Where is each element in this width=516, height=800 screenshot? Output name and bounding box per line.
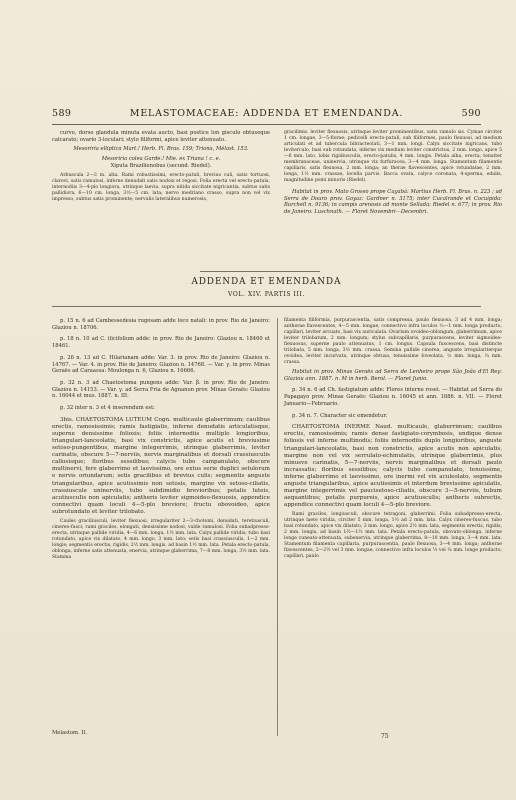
signature-number: 75 [381,733,389,740]
page-number-right: 590 [461,108,481,119]
emendation: p. 18 n. 10 ad C. ilicifolium adde: in prov. Rio de Janeiro: Glaziou n. 18460 et 18461. [52,336,270,350]
running-title: MELASTOMACEAE: ADDENDA ET EMENDANDA. [129,108,404,119]
description: Caules graciliusculi, leviter flexuosi, irregulariter 2—3-chotomi, denudati, teretiusculi, cinereo-fusci; rami graciles, elongati, densissime nodosi, valde ramulosi. Folia subadpresso-erecta, utrinque pallide viridia, 4—6 mm. longa, 1½ mm. lata. Calyx pallide viridis; tubo basi rotundato, apice vix dilatato, 4 mm. longo, 3 mm. lato; setis basi crassiusculis, 1—2 mm. longis; segmentis erectis, rigidis, 2½ mm. longis, ad basin 1½ mm. lata. Petala erecto-patula, oblonga, inferne satis attenuata, enervia, utrinque glaberrima, 7—8 mm. longa, 3½ mm. lata. Stamina [52,519,270,561]
emendation: p. 15 n. 6 ad Cambessedesia rugosam adde loco natali: in prov. Rio de Janeiro: Glaziou n. 18706. [52,318,270,331]
section-rule [200,271,320,272]
description: Rami graciles, longiusculi, obscure tetragoni, glaberrimi. Folia subadpresso-erecta, utrinque laete viridia, circiter 5 mm. longa, 1½ ad 2 mm. lata. Calyx cinereo-fuscus, tubo basi rotundato, apice vix dilatato, 3 mm. longo, apice 2½ mm. lata, segmentis erectis, rigidis, 2 mm. longis, ad basin 1½—1½ mm. lata. Petala erecto-patula, obovato-oblonga, inferne longe cuneato-attenuata, subenervia, utrinque glaberrima, 8—10 mm. longa, 3—4 mm. lata. Stamentum filamenta capillaria, purpurascentia, paulo flexuosa, 3—4 mm. longa; antherae flavescentes, 2—2½ vel 3 mm. longae, connectivo infra loculos ½ vel ¼ mm. longe producto, capillari, paulo [284,512,502,560]
right-column [284,318,502,560]
header-rule [52,124,481,125]
emendation: p. 34 n. 6 ad Ch. fastigiatum adde: Flores interne rosei. — Habitat ad Serra do Papagayo prov. Minas Geraës: Glaziou n. 16045 et ann. 1886. n. VII. — Floret Januario—Februario. [284,387,502,407]
section-title: ADDENDA ET EMENDANDA [191,277,342,287]
habitat: Habitat in prov. Mato Grosso prope Cuyabá: Martius Herb. Fl. Bras. n. 223 ; ad Serra de Douro prov. Goyaz: Gardner n. 3175; inter Cucalrande et Cocuipida: Burchell n. 9136; in campis arenosis ad monte Sellada: Riedel n. 677; in prov. Rio de Janeiro: Luschnath. — Floret Novembri—Decembri. [284,189,502,216]
emendation: p. 26 n. 13 ad C. Hilarianam adde: Var. 3. in prov. Rio de Janeiro: Glaziou n. 14767. — Var. 4. in prov. Rio de Janeiro: Glaziou n. 14768. — Var. γ. in prov. Minas Geraës ad Caraassa: Moulonga n. 6, Glaziou n. 16666. [52,354,270,375]
citation: Mesoriria colea Garde.! Mie. ex Triana ! c. e. [101,156,221,163]
top-right-column [284,130,502,216]
species-diagnosis: 3bis. CHAETOSTOMA LUTEUM Cogn. multicaule glaberrimum; caulibus erectis, ramosissimis; ramis fastigiatis, inferne denudatis articulatisque, superne densissime foliosis; foliis internodiis multiplo longioribus, triangulari-lanceolatis, basi vix constrictis, apice acutis et breviusime setoso-pungentibus, margine integerrimis, utrinque glaberrimis, leviter carinatis, obscure 5—7-nerviis, nervis marginalibus et dorsali crassiusculis callosisque; floribus sessilibus; calycis tubo campanulato, obscure multinervi, fere glaberrimo et laevissimo, ore extus serie duplici setulorum e nervis oriundarum; setis gracilibus et brevius culis; segmentis anguste triangularibus, apice acutissimis non setosis, margine vix setoso-ciliatis, crassiuscule uninerviis, tubo subdimidio brevioribus; petalis luteis, acutiuscuIis non apiculatis; antheris leviter sigmoideo-flexuosis, appendice connectivi quam loculi 4—5-plo breviore; fructu obovoideo, apice subrotundato et leviter trilobato. [52,416,270,515]
emendation: p. 32 n. 3 ad Chaetostoma pungens adde: Var. β. in prov. Rio de Janeiro: Glaziou n. 14153. — Var. γ. ad Serra Fria de Agnanon prov. Minas Geraës: Glaziou n. 16044 et mus. 1887. n. III. [52,379,270,400]
top-left-column [52,130,270,203]
vernacular-name: Xiputa Brazilienobus (secund. Riedel). [110,162,212,169]
citation: Mesoriria elliptica Mart.! Herb. Fl. Bras. 159; Triana, Mélast. 153. [73,146,249,153]
emendation: p. 32 inter n. 3 et 4 inserendum est: [60,405,155,412]
running-head [52,108,481,122]
section-rule [52,306,481,307]
signature-mark: Melastom. II. [52,730,87,736]
left-column [52,318,270,561]
paragraph: curvo, dorso glandula minuta evata aucto, basi postice lon gisculo obtuseque calcarato; ovario 3-loculari; stylo filiformi, apice leviter attenuato. [52,130,270,143]
column-divider [277,318,278,736]
emendation: p. 34 n. 7. Character sic emendetur: [292,412,388,419]
section-subtitle: VOL. XIV. PARTIS III. [228,291,305,298]
page-number-left: 589 [52,108,72,119]
description: gracilimis. leviter flexuosis, utrinque leviter prominentibus, satis ramulo sis. Cymae circiter 1 cm. longae, 3—5-florae; pedicelli erecto-patuli, sub filiformes, paulo flexuosi, ad medium articulati et ad tubercula bibracteolati, 3—1 mm. longi. Calyx siccitate nigricans, tubo leviterculo, basi sub rotundata, inferne vix medium leviter constrictus, 2 mm. longo, apice 5—6 mm. lato, lobis rigidiusculis, erecto-patulis, 4 mm. longis. Petala alba, erecta, tenuiter membranaceae, uninervia, utrinque vix furfuracea, 3—4 mm. longa. Stamentum filamentis capillaris, satis flexuosa, 2 mm. longa; an therae flavescentes, apice rotundatae, 2 mm. longa, 1½ mm. crassae, locella parvis. Bacca ovata, calyce coronata, 4-sperma, edulis, magnitudine pomi minoris (Riedel). [284,130,502,183]
species-diagnosis: CHAETOSTOMA INERME Naud. multicaule, glaberrimum; caulibus erectis, ramosissimis; ramis dense fastigiato-corymbosis, undique dense foliosis vel inferne multinodis; foliis internodiis duplo longioribus, anguste triangulari-lanceolatis, basi non constrictis, apice acutis non apiculatis, margine non vel vix serrulato-echinulatis, utrinque glaberrimis, plus minusve carinatis, 5—7-nerviis, nervis marginalibus et dorsali paulo incrassatis; floribus sessilibus; calycis tubo campanulato, tenuissime, inferne glaberrimo et laevissimo, ore inermi vel vix aculeolato, segmentis anguste triangularibus, apice acutissimis et interdum brevissime apiculatis, margine integerrimis vel paucisetoso-ciliatis, obscure 3—5-nerviis, tubum aequantibus; petalis purpureis, apice acutiuscuIis; antheris subrectis, appendice connectivi quam loculi 4—5-plo breviore. [284,424,502,509]
description: filamenta filiformia, purpurascentia, satis compressa, paulo flexuosa, 3 ad 4 mm. longa; antherae flavescentes, 4—5 mm. longae, connectivo infra loculos ⅓—1 mm. longa producto, capillari, leviter arcuato, basi vix auriculata. Ovarium ovoideo-oblongum, glaberrimum, apice leviter trilobatum, 2 mm. longum; stylus subcapillaris, purpurascens, leviter sigmoideo-flexuosus, superne paulo attenuatus, 1 cm. longus. Capsula fuscescens, basi distincte trilobata, 5 mm. longa, 3½ mm. crassa. Semina pallide cinerea, anguste irregulariterque ovoidea, leviter incurvata, utrinque obtusa, tenuissime foveolata, ⅔ mm. longa, ¼ mm. crassa. [284,318,502,365]
habitat: Habitat in prov. Minas Geraës ad Serra de Lenheiro prope São João d'El Rey: Glaziou ann. 1887. n. M in herb. Berol. — Floret Junio. [284,369,502,382]
description: Arbuscula 2—3 m. alta. Rami robustissimi, erecto-patuli, brevius culi, satis tortuosi, clarevi, satis ramulosi, inferne denudati satis nodosi et regosi. Folia erecta vel erecto-patula, internodiis 3—4-plo longiora, utrinque laevia, supra nitida siccitate nigricantia, subtus satis pallidiora, 6—10 cm. longa, 3½—5 cm. lata; nervo medriano crasso, supra non vel vix impresso, subtus satis prominente; nervulis lateralibus numerosis, [52,172,270,202]
